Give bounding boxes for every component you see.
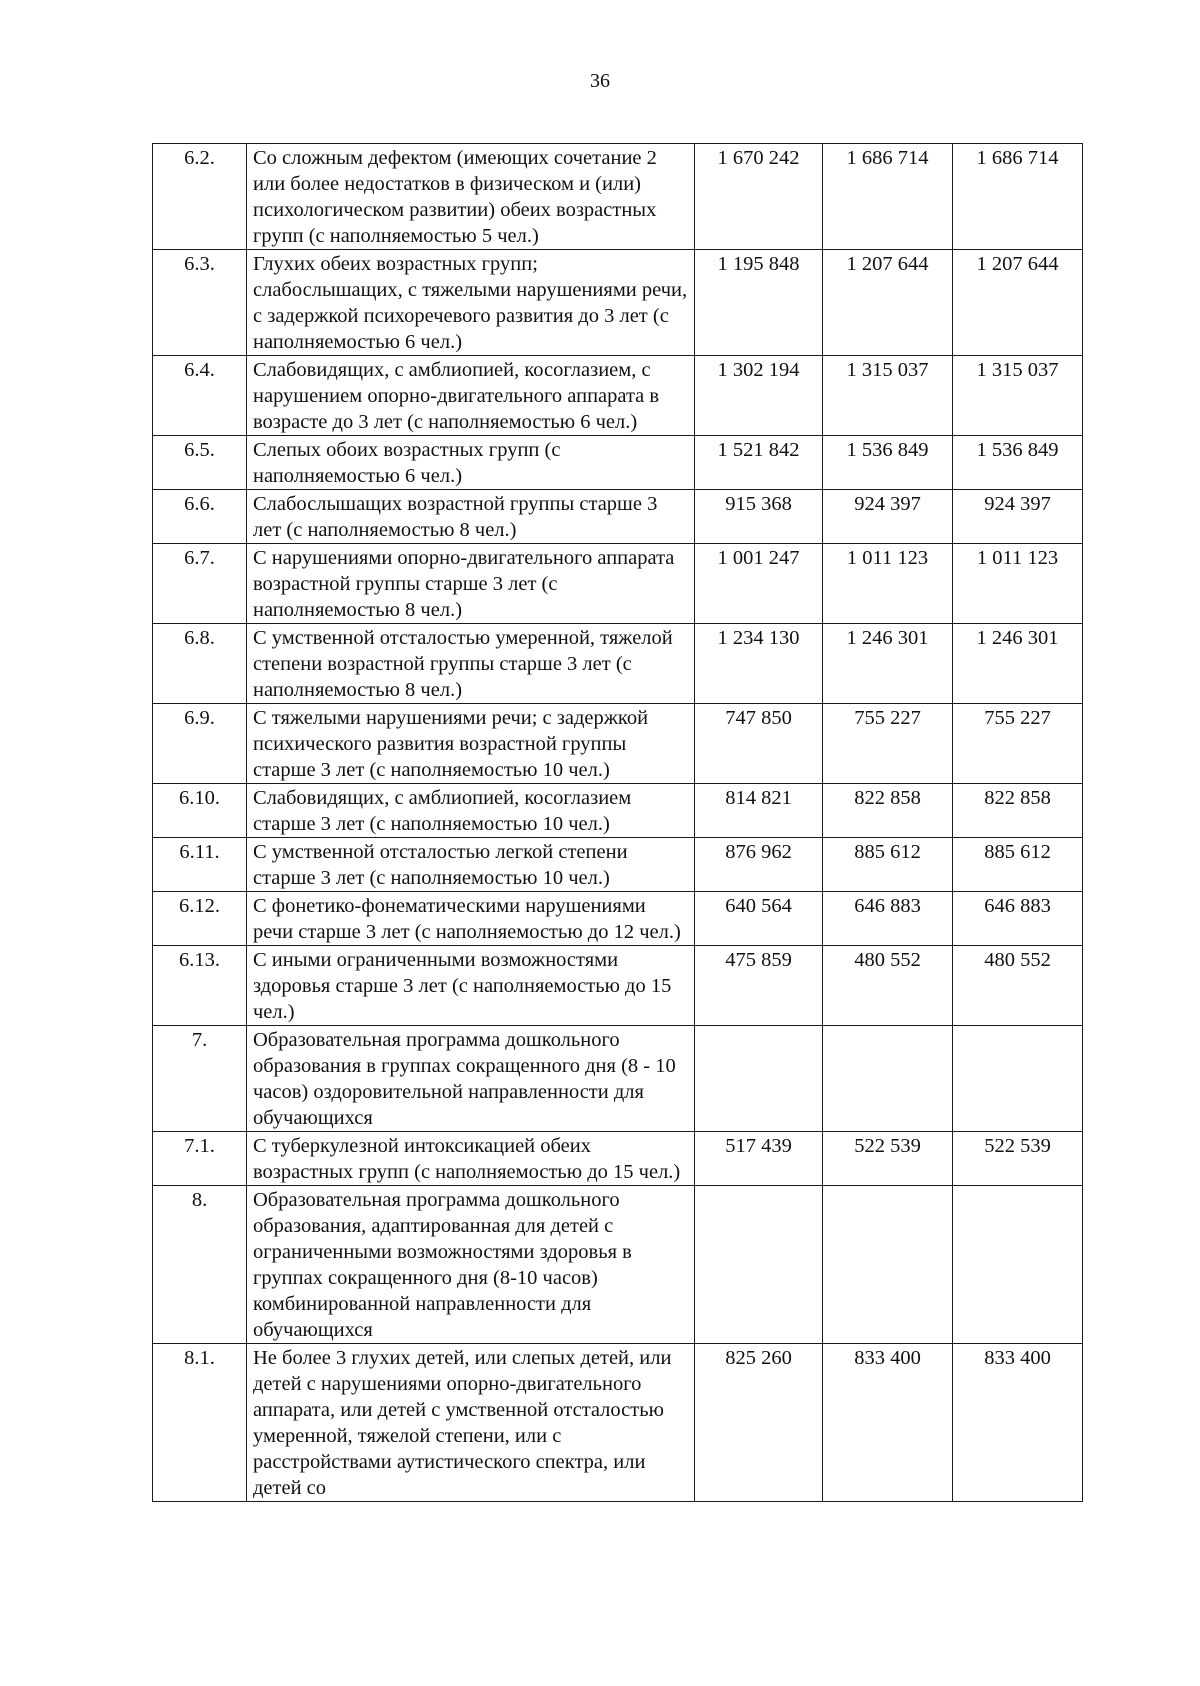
table-row bbox=[153, 250, 1083, 356]
cost-table bbox=[152, 143, 1083, 1502]
table-row bbox=[153, 436, 1083, 490]
value-year-1: 915 368 bbox=[695, 490, 823, 544]
value-year-1: 1 521 842 bbox=[695, 436, 823, 490]
value-year-2: 646 883 bbox=[823, 892, 953, 946]
row-description: Глухих обеих возрастных групп; слабослышащих, с тяжелыми нарушениями речи, с задержкой психоречевого развития до 3 лет (с наполняемостью 6 чел.) bbox=[247, 250, 695, 356]
row-description: С туберкулезной интоксикацией обеих возрастных групп (с наполняемостью до 15 чел.) bbox=[247, 1132, 695, 1186]
value-year-2: 1 207 644 bbox=[823, 250, 953, 356]
value-year-1 bbox=[695, 1186, 823, 1344]
value-year-1 bbox=[695, 1026, 823, 1132]
value-year-2: 1 246 301 bbox=[823, 624, 953, 704]
row-description: С умственной отсталостью легкой степени старше 3 лет (с наполняемостью 10 чел.) bbox=[247, 838, 695, 892]
value-year-3: 755 227 bbox=[953, 704, 1083, 784]
row-number: 7. bbox=[153, 1026, 247, 1132]
table-row bbox=[153, 490, 1083, 544]
value-year-2: 1 011 123 bbox=[823, 544, 953, 624]
row-number: 6.2. bbox=[153, 144, 247, 250]
value-year-2: 522 539 bbox=[823, 1132, 953, 1186]
table-row bbox=[153, 544, 1083, 624]
table-row bbox=[153, 946, 1083, 1026]
row-number: 6.7. bbox=[153, 544, 247, 624]
value-year-1: 1 234 130 bbox=[695, 624, 823, 704]
value-year-2: 1 536 849 bbox=[823, 436, 953, 490]
value-year-1: 1 670 242 bbox=[695, 144, 823, 250]
value-year-1: 1 195 848 bbox=[695, 250, 823, 356]
value-year-3: 1 686 714 bbox=[953, 144, 1083, 250]
value-year-3: 1 315 037 bbox=[953, 356, 1083, 436]
row-description: Слепых обоих возрастных групп (с наполняемостью 6 чел.) bbox=[247, 436, 695, 490]
table-row bbox=[153, 784, 1083, 838]
table-row bbox=[153, 704, 1083, 784]
row-number: 8. bbox=[153, 1186, 247, 1344]
value-year-1: 876 962 bbox=[695, 838, 823, 892]
row-number: 6.4. bbox=[153, 356, 247, 436]
value-year-3: 1 207 644 bbox=[953, 250, 1083, 356]
table-row bbox=[153, 624, 1083, 704]
value-year-3: 522 539 bbox=[953, 1132, 1083, 1186]
value-year-3: 1 536 849 bbox=[953, 436, 1083, 490]
table-row bbox=[153, 838, 1083, 892]
page-number: 36 bbox=[590, 70, 610, 92]
row-description: С фонетико-фонематическими нарушениями речи старше 3 лет (с наполняемостью до 12 чел.) bbox=[247, 892, 695, 946]
value-year-1: 475 859 bbox=[695, 946, 823, 1026]
row-description: Слабовидящих, с амблиопией, косоглазием старше 3 лет (с наполняемостью 10 чел.) bbox=[247, 784, 695, 838]
value-year-3: 1 011 123 bbox=[953, 544, 1083, 624]
row-description: Слабовидящих, с амблиопией, косоглазием, с нарушением опорно-двигательного аппарата в возрасте до 3 лет (с наполняемостью 6 чел.) bbox=[247, 356, 695, 436]
value-year-1: 640 564 bbox=[695, 892, 823, 946]
row-description: Образовательная программа дошкольного образования в группах сокращенного дня (8 - 10 часов) оздоровительной направленности для обучающихся bbox=[247, 1026, 695, 1132]
value-year-2 bbox=[823, 1026, 953, 1132]
row-number: 6.9. bbox=[153, 704, 247, 784]
row-description: Не более 3 глухих детей, или слепых детей, или детей с нарушениями опорно-двигательного аппарата, или детей с умственной отсталостью умеренной, тяжелой степени, или с расстройствами аутистического спектра, или детей со bbox=[247, 1344, 695, 1502]
value-year-1: 1 302 194 bbox=[695, 356, 823, 436]
table-row bbox=[153, 1344, 1083, 1502]
value-year-2: 822 858 bbox=[823, 784, 953, 838]
value-year-2: 885 612 bbox=[823, 838, 953, 892]
table-body bbox=[153, 144, 1083, 1502]
value-year-3: 833 400 bbox=[953, 1344, 1083, 1502]
value-year-1: 517 439 bbox=[695, 1132, 823, 1186]
row-number: 7.1. bbox=[153, 1132, 247, 1186]
table-row bbox=[153, 1132, 1083, 1186]
row-description: Образовательная программа дошкольного образования, адаптированная для детей с ограниченными возможностями здоровья в группах сокращенного дня (8-10 часов) комбинированной направленности для обучающихся bbox=[247, 1186, 695, 1344]
table-row bbox=[153, 892, 1083, 946]
table-row bbox=[153, 144, 1083, 250]
row-number: 6.11. bbox=[153, 838, 247, 892]
row-description: С нарушениями опорно-двигательного аппарата возрастной группы старше 3 лет (с наполняемостью 8 чел.) bbox=[247, 544, 695, 624]
row-number: 6.8. bbox=[153, 624, 247, 704]
value-year-3: 885 612 bbox=[953, 838, 1083, 892]
value-year-2 bbox=[823, 1186, 953, 1344]
value-year-3 bbox=[953, 1186, 1083, 1344]
value-year-2: 1 686 714 bbox=[823, 144, 953, 250]
row-description: С умственной отсталостью умеренной, тяжелой степени возрастной группы старше 3 лет (с наполняемостью 8 чел.) bbox=[247, 624, 695, 704]
value-year-2: 924 397 bbox=[823, 490, 953, 544]
row-description: С иными ограниченными возможностями здоровья старше 3 лет (с наполняемостью до 15 чел.) bbox=[247, 946, 695, 1026]
value-year-2: 755 227 bbox=[823, 704, 953, 784]
table-row bbox=[153, 1026, 1083, 1132]
row-description: Слабослышащих возрастной группы старше 3 лет (с наполняемостью 8 чел.) bbox=[247, 490, 695, 544]
value-year-3: 924 397 bbox=[953, 490, 1083, 544]
value-year-3: 646 883 bbox=[953, 892, 1083, 946]
row-description: С тяжелыми нарушениями речи; с задержкой психического развития возрастной группы старше 3 лет (с наполняемостью 10 чел.) bbox=[247, 704, 695, 784]
row-number: 6.6. bbox=[153, 490, 247, 544]
table-row bbox=[153, 356, 1083, 436]
row-number: 6.10. bbox=[153, 784, 247, 838]
value-year-2: 480 552 bbox=[823, 946, 953, 1026]
row-number: 6.13. bbox=[153, 946, 247, 1026]
value-year-3: 480 552 bbox=[953, 946, 1083, 1026]
row-number: 8.1. bbox=[153, 1344, 247, 1502]
row-description: Со сложным дефектом (имеющих сочетание 2 или более недостатков в физическом и (или) психологическом развитии) обеих возрастных групп (с наполняемостью 5 чел.) bbox=[247, 144, 695, 250]
value-year-1: 747 850 bbox=[695, 704, 823, 784]
row-number: 6.12. bbox=[153, 892, 247, 946]
value-year-3: 1 246 301 bbox=[953, 624, 1083, 704]
value-year-3: 822 858 bbox=[953, 784, 1083, 838]
table-row bbox=[153, 1186, 1083, 1344]
value-year-1: 1 001 247 bbox=[695, 544, 823, 624]
value-year-1: 825 260 bbox=[695, 1344, 823, 1502]
value-year-2: 1 315 037 bbox=[823, 356, 953, 436]
value-year-3 bbox=[953, 1026, 1083, 1132]
row-number: 6.5. bbox=[153, 436, 247, 490]
value-year-2: 833 400 bbox=[823, 1344, 953, 1502]
row-number: 6.3. bbox=[153, 250, 247, 356]
value-year-1: 814 821 bbox=[695, 784, 823, 838]
